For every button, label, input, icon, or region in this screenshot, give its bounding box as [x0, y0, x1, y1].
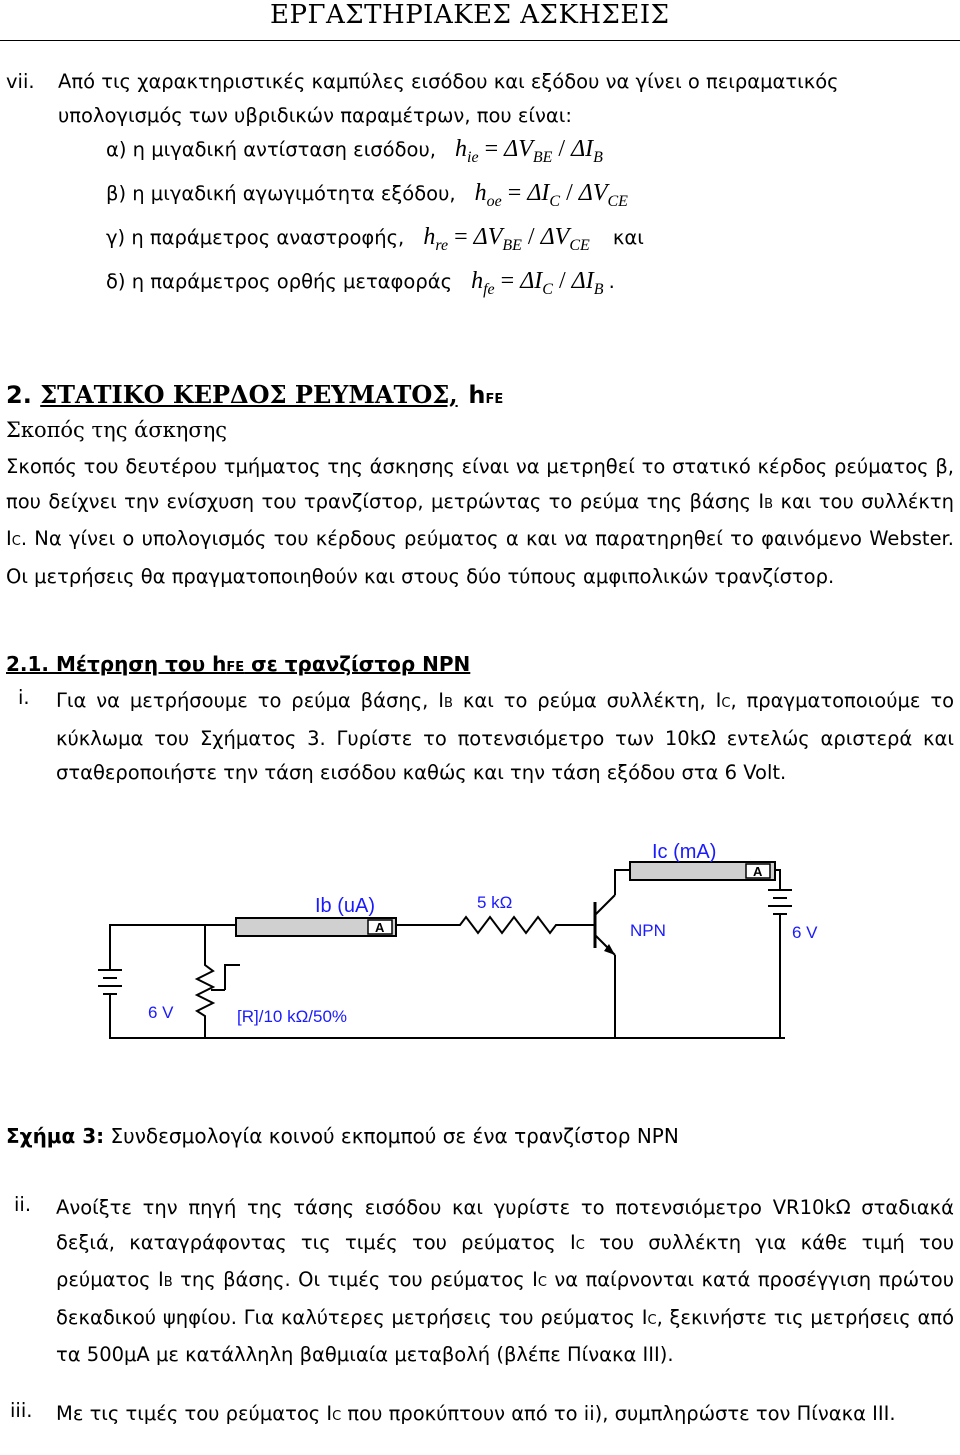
ammeter-ic: [630, 862, 775, 880]
param-row-c: [106, 224, 644, 255]
resistor-label: 5 kΩ: [477, 893, 513, 912]
item-ii-number: ii.: [14, 1193, 32, 1216]
figure-caption: Σχήμα 3: Συνδεσμολογία κοινού εκπομπού σε ένα τρανζίστορ NPN: [6, 1124, 679, 1148]
pot-label: [R]/10 kΩ/50%: [237, 1007, 348, 1026]
param-label: α) η μιγαδική αντίσταση εισόδου,: [106, 138, 436, 161]
param-formula: $h_{re} = \Delta V_{BE} / \Delta V_{CE}$: [423, 224, 590, 254]
item-vii-number: vii.: [6, 70, 35, 93]
svg-text:A: A: [375, 920, 385, 935]
potentiometer: [197, 925, 213, 1038]
section-2-heading: 2. ΣΤΑΤΙΚΟ ΚΕΡΔΟΣ ΡΕΥΜΑΤΟΣ, hFE: [6, 380, 504, 409]
param-label: β) η μιγαδική αγωγιμότητα εξόδου,: [106, 182, 456, 205]
aim-heading: Σκοπός της άσκησης: [6, 418, 228, 442]
aim-paragraph: Σκοπός του δευτέρου τμήματος της άσκησης είναι να μετρηθεί το στατικό κέρδος ρεύματος β, που δείχνει την ενίσχυση του τρανζίστορ, μετρώντας το ρεύμα της βάσης IB και του συλλέκτη IC. Να γίνει ο υπολογισμός του κέρδους ρεύματος α και να παρατηρηθεί το φαινόμενο Webster. Οι μετρήσεις θα πραγματοποιηθούν και στους δύο τύπους αμφιπολικών τρανζίστορ.: [6, 455, 954, 588]
npn-label: NPN: [630, 921, 666, 940]
param-formula: $h_{ie} = \Delta V_{BE} / \Delta I_B$: [455, 136, 603, 166]
header-rule: [0, 40, 960, 41]
param-formula: $h_{fe} = \Delta I_C / \Delta I_B$: [471, 268, 604, 298]
param-formula: $h_{oe} = \Delta I_C / \Delta V_{CE}$: [474, 180, 628, 210]
page-header-title: ΕΡΓΑΣΤΗΡΙΑΚΕΣ ΑΣΚΗΣΕΙΣ: [270, 0, 670, 30]
item-i-text: Για να μετρήσουμε το ρεύμα βάσης, IB και το ρεύμα συλλέκτη, IC, πραγματοποιούμε το κύκλωμα του Σχήματος 3. Γυρίστε το ποτενσιόμετρο των 10kΩ εντελώς αριστερά και σταθεροποιήστε την τάση εισόδου καθώς και την τάση εξόδου στα 6 Volt.: [56, 689, 955, 784]
item-vii-line1: Από τις χαρακτηριστικές καμπύλες εισόδου και εξόδου να γίνει ο πειραματικός: [58, 70, 839, 93]
section-2-1-heading: 2.1. Μέτρηση του hFE σε τρανζίστορ NPN: [6, 652, 471, 676]
item-i-number: i.: [18, 686, 30, 709]
param-row-d: [106, 268, 615, 299]
circuit-diagram: [90, 840, 840, 1080]
item-iii-number: iii.: [10, 1399, 33, 1422]
ib-label: Ib (uA): [315, 895, 376, 917]
item-ii-text: Ανοίξτε την πηγή της τάσης εισόδου και γυρίστε το ποτενσιόμετρο VR10kΩ σταδιακά δεξιά, καταγράφοντας τις τιμές του ρεύματος IC του συλλέκτη για κάθε τιμή του ρεύματος IB της βάσης. Οι τιμές του ρεύματος IC να παίρνονται κατά προσέγγιση πρώτου δεκαδικού ψηφίου. Για καλύτερες μετρήσεις του ρεύματος IC, ξεκινήστε τις μετρήσεις από τα 500μA με κατάλληλη βαθμιαία μεταβολή (βλέπε Πίνακα III).: [56, 1196, 954, 1366]
param-label: δ) η παράμετρος ορθής μεταφοράς: [106, 270, 453, 293]
item-vii-line2: υπολογισμός των υβριδικών παραμέτρων, που είναι:: [58, 104, 572, 127]
transistor-collector: [595, 895, 615, 915]
resistor-5k: [445, 917, 595, 933]
param-tail: και: [612, 226, 644, 249]
vin-label: 6 V: [148, 1003, 174, 1022]
param-tail: .: [608, 270, 615, 293]
vout-label: 6 V: [792, 923, 818, 942]
param-row-a: [106, 136, 603, 167]
ic-label: Ic (mA): [652, 841, 717, 863]
param-row-b: [106, 180, 628, 211]
bottom-wire: [110, 994, 785, 1038]
param-label: γ) η παράμετρος αναστροφής,: [106, 226, 405, 249]
item-iii-text: Με τις τιμές του ρεύματος IC που προκύπτουν από το ii), συμπληρώστε τον Πίνακα III.: [56, 1402, 896, 1425]
svg-text:A: A: [753, 864, 763, 879]
ammeter-ib: [236, 918, 396, 936]
